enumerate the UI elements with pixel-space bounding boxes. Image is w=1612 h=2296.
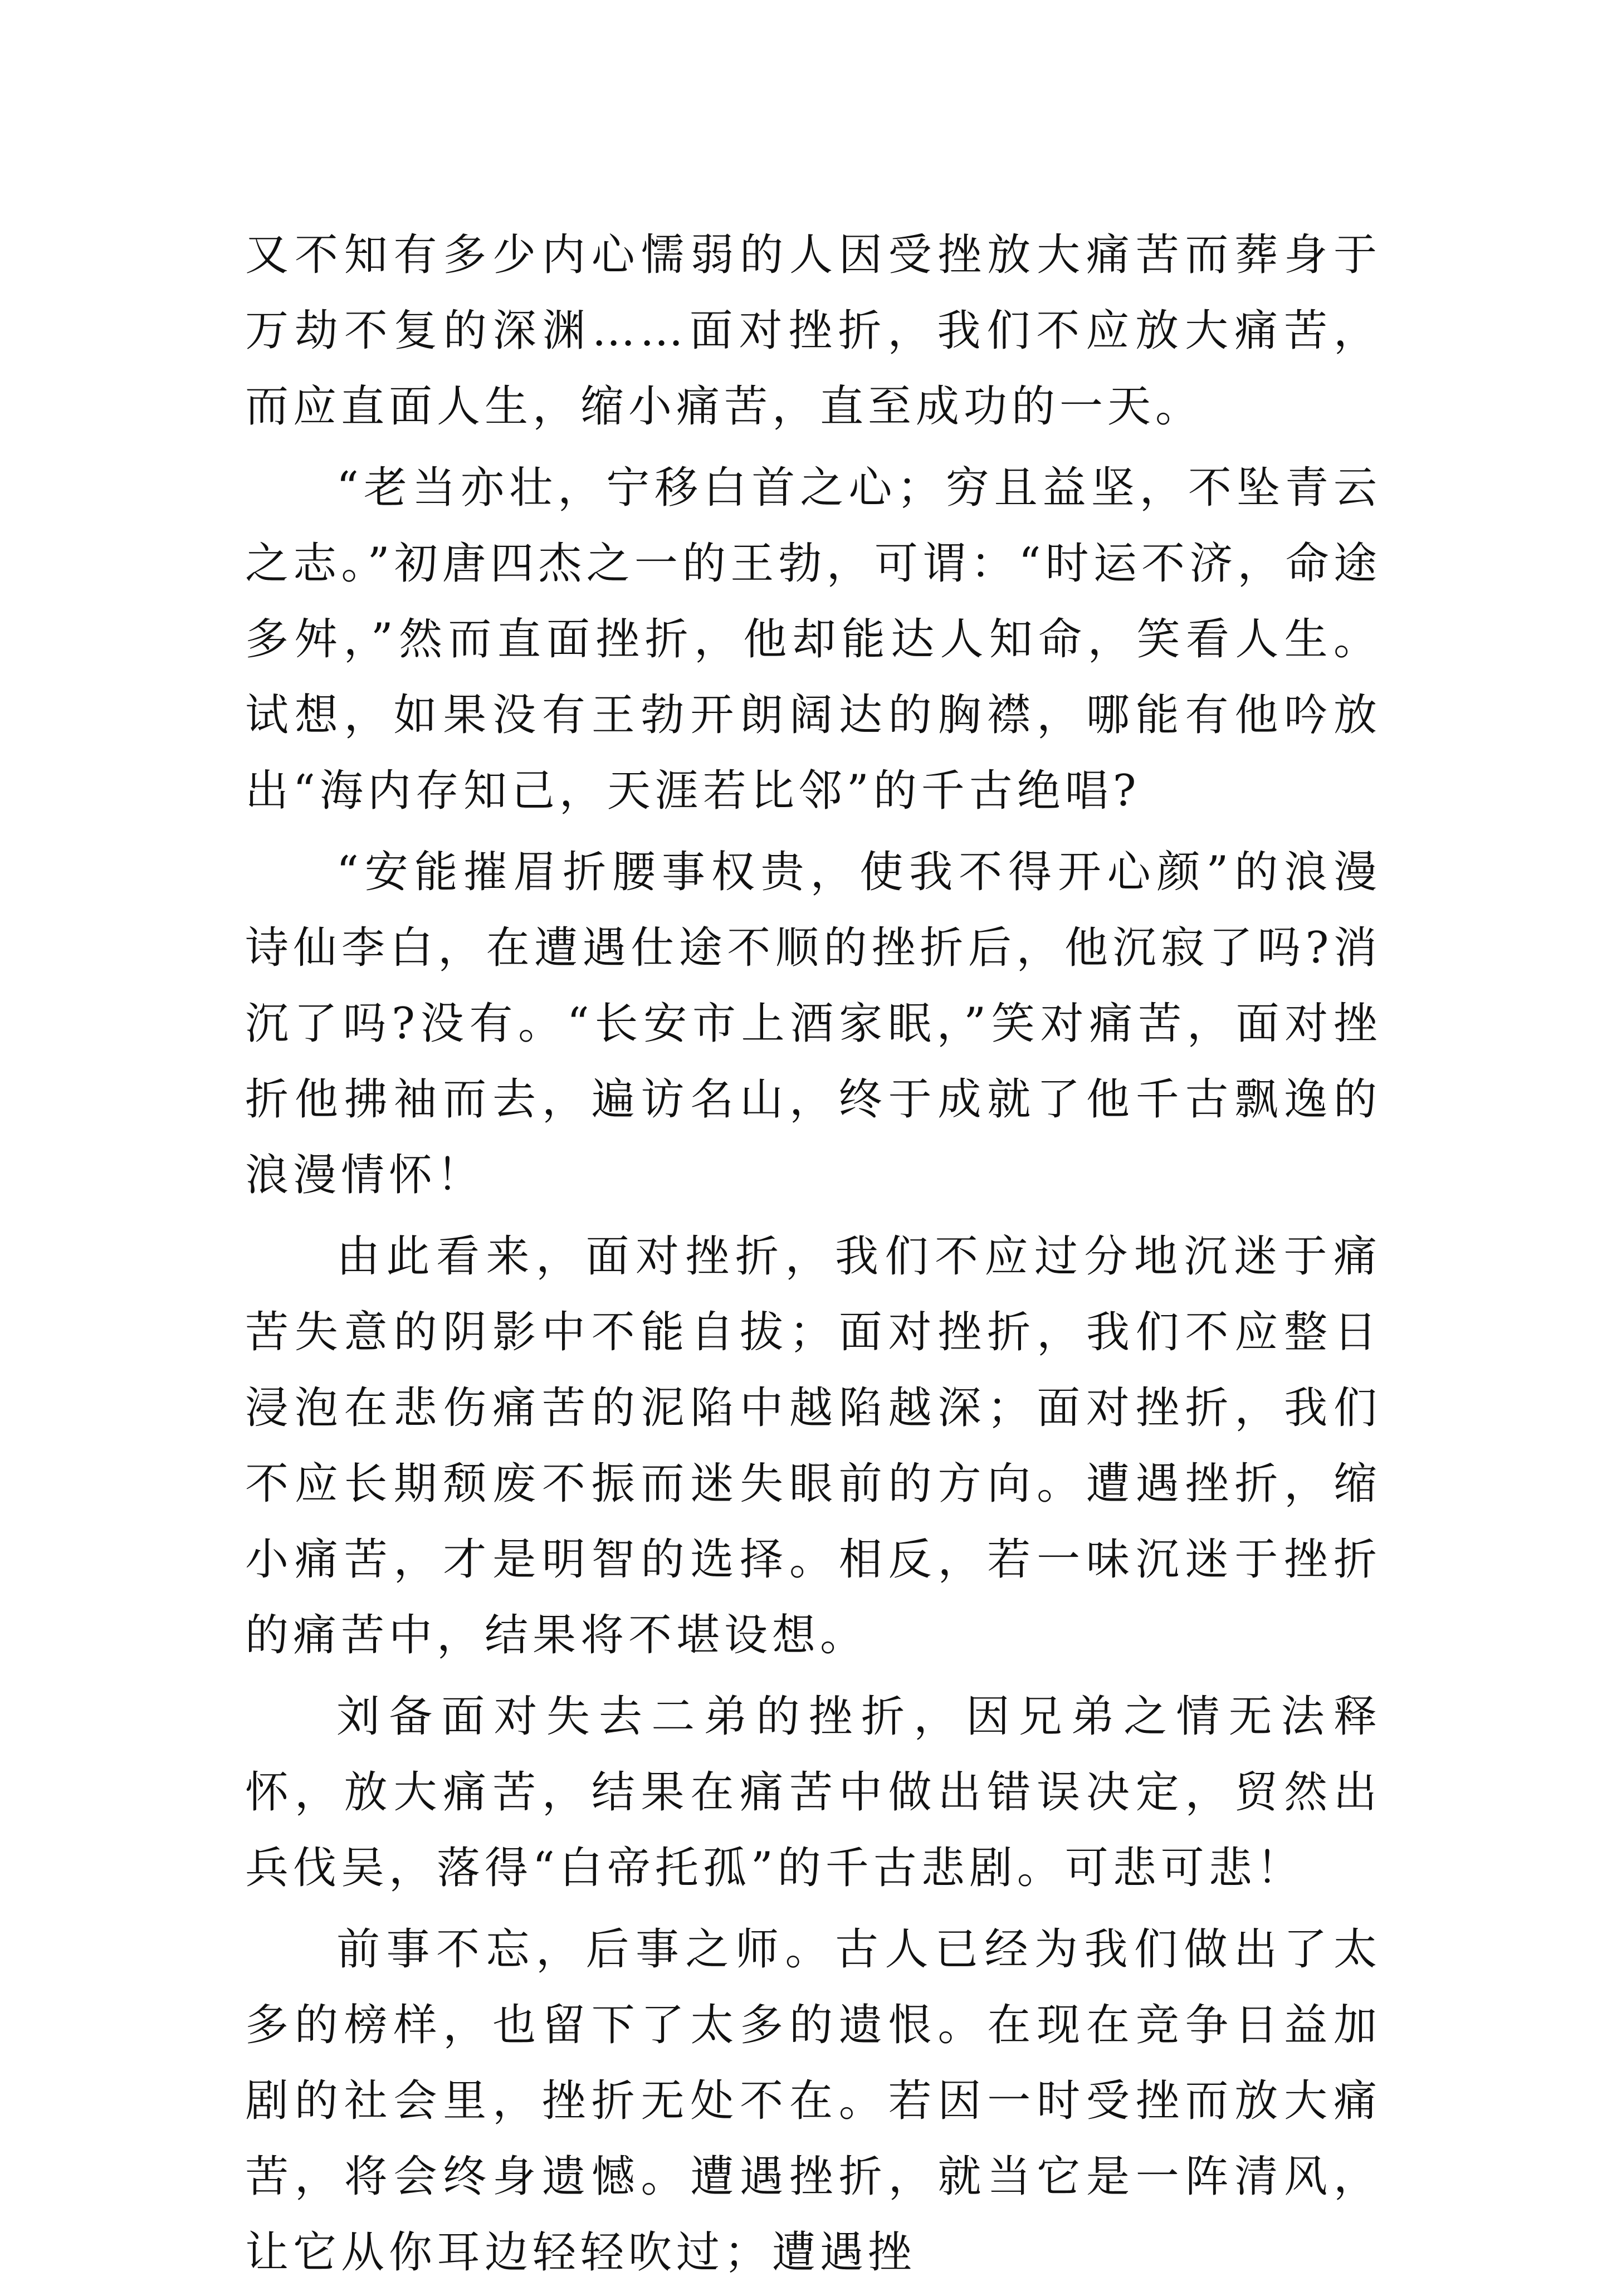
paragraph: 前事不忘，后事之师。古人已经为我们做出了太多的榜样，也留下了太多的遗恨。在现在竞争日益加剧的社会里，挫折无处不在。若因一时受挫而放大痛苦，将会终身遗憾。遭遇挫折，就当它是一阵清风，让它从你耳边轻轻吹过；遭遇挫 [245, 1924, 1381, 2278]
paragraph: 由此看来，面对挫折，我们不应过分地沉迷于痛苦失意的阴影中不能自拔；面对挫折，我们不应整日浸泡在悲伤痛苦的泥陷中越陷越深；面对挫折，我们不应长期颓废不振而迷失眼前的方向。遭遇挫折，缩小痛苦，才是明智的选择。相反，若一味沉迷于挫折的痛苦中，结果将不堪设想。 [245, 1232, 1381, 1660]
paragraph: “安能摧眉折腰事权贵，使我不得开心颜”的浪漫诗仙李白，在遭遇仕途不顺的挫折后，他沉寂了吗?消沉了吗?没有。“长安市上酒家眠，”笑对痛苦，面对挫折他拂袖而去，遍访名山，终于成就了他千古飘逸的浪漫情怀！ [245, 847, 1381, 1200]
document-body [245, 217, 1381, 2296]
paragraph: 又不知有多少内心懦弱的人因受挫放大痛苦而葬身于万劫不复的深渊……面对挫折，我们不应放大痛苦，而应直面人生，缩小痛苦，直至成功的一天。 [245, 230, 1381, 432]
paragraph: 刘备面对失去二弟的挫折，因兄弟之情无法释怀，放大痛苦，结果在痛苦中做出错误决定，贸然出兵伐吴，落得“白帝托孤”的千古悲剧。可悲可悲！ [245, 1692, 1381, 1893]
paragraph: “老当亦壮，宁移白首之心；穷且益坚，不坠青云之志。”初唐四杰之一的王勃，可谓：“时运不济，命途多舛，”然而直面挫折，他却能达人知命，笑看人生。试想，如果没有王勃开朗阔达的胸襟，哪能有他吟放出“海内存知己，天涯若比邻”的千古绝唱? [245, 463, 1381, 816]
